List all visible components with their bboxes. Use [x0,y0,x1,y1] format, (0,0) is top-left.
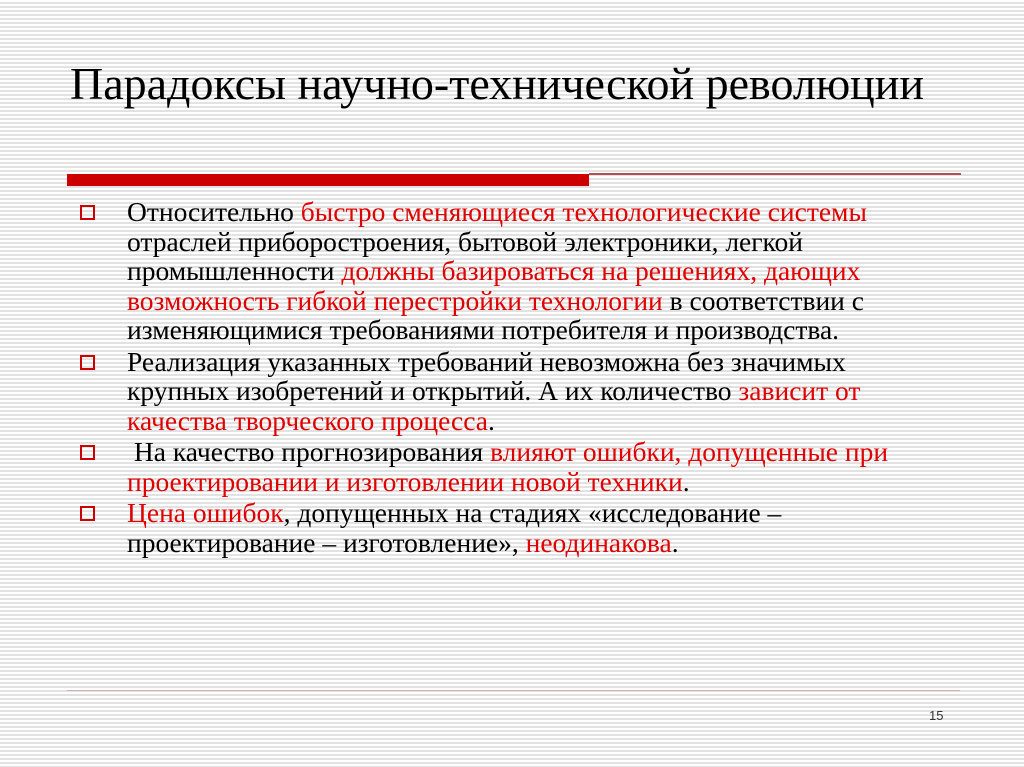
slide-title: Парадоксы научно-технической революции [70,58,925,109]
highlighted-text-run: быстро сменяющиеся технологические системы [300,196,867,227]
highlighted-text-run: зависит от качества творческого процесса [127,375,861,436]
square-bullet-icon [80,506,95,521]
square-bullet-icon [80,445,95,460]
text-run: Реализация указанных требований невозможна без значимых крупных изобретений и открытий. А их количество [127,345,846,406]
highlighted-text-run: должны базироваться на решениях, дающих возможность гибкой перестройки технологии [127,255,861,316]
text-run: . [487,404,495,436]
bullet-item [78,437,948,496]
highlighted-text-run: влияют ошибки, допущенные при проектировании и изготовлении новой техники [127,436,889,497]
text-run: в соответствии с изменяющимися требованиями потребителя и производства. [127,284,864,345]
highlighted-text-run: неодинакова [525,526,672,558]
bullet-list [78,197,948,559]
text-run: отраслей приборостроения, бытовой электроники, легкой промышленности [127,225,803,286]
highlighted-text-run: Цена ошибок [127,497,284,528]
text-run: Относительно [127,196,301,227]
text-run: На качество прогнозирования [127,436,491,467]
text-run: . [682,465,690,497]
page-number: 15 [929,708,944,723]
square-bullet-icon [80,355,95,370]
title-underline-bar [67,174,589,186]
title-underline-line [589,173,961,175]
bullet-item [78,498,948,557]
bullet-item [78,197,948,345]
footer-divider [67,690,960,691]
square-bullet-icon [80,205,95,220]
text-run: , допущенных на стадиях «исследование – проектирование – изготовление», [127,497,782,558]
bullet-item [78,347,948,436]
text-run: . [671,526,679,558]
